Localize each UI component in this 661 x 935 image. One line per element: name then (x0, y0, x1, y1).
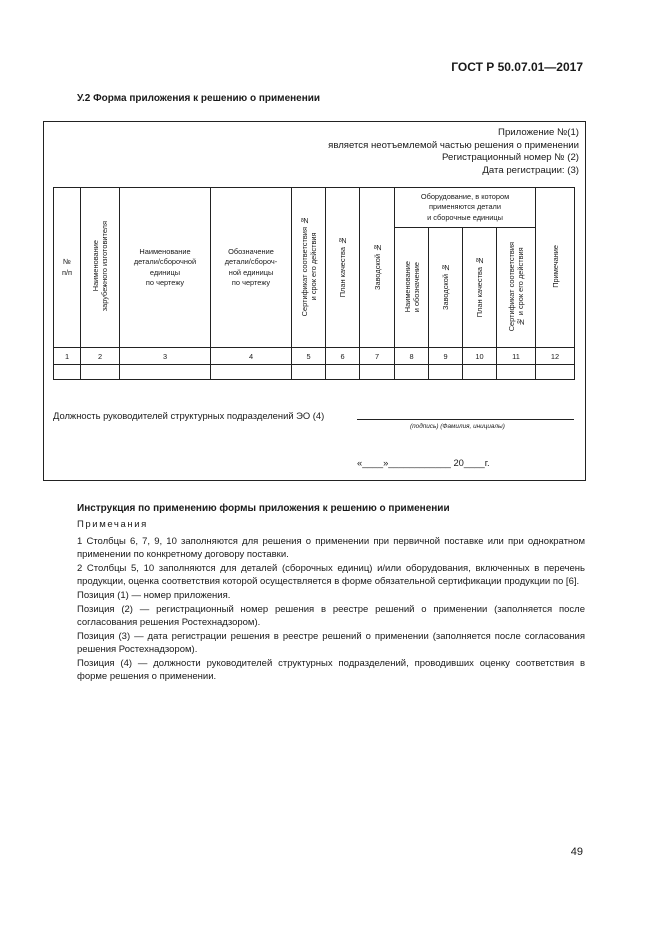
instructions-title: Инструкция по применению формы приложения к решению о применении (77, 503, 450, 514)
header-equipment-serial: Заводской № (429, 228, 463, 348)
registration-number: Регистрационный номер № (2) (442, 152, 579, 163)
header-note: Примечание (536, 188, 575, 348)
document-code: ГОСТ Р 50.07.01—2017 (451, 60, 583, 74)
appendix-form-table (53, 187, 575, 380)
header-equipment-name: Наименование и обозначение (395, 228, 429, 348)
column-number: 8 (395, 348, 429, 365)
position-3: Позиция (3) — дата регистрации решения в реестре решений о применении (заполняется после согласования решения Ростехнадзором). (77, 631, 585, 656)
column-number: 6 (326, 348, 360, 365)
appendix-number: Приложение №(1) (498, 127, 579, 138)
table-cell (536, 365, 575, 380)
table-cell (120, 365, 211, 380)
notes-heading: Примечания (77, 519, 148, 530)
header-equipment-quality-plan: План качества № (463, 228, 497, 348)
table-cell (497, 365, 536, 380)
header-certificate: Сертификат соответствия № и срок его действия (292, 188, 326, 348)
column-number: 1 (54, 348, 81, 365)
signature-date: «____»____________ 20____г. (357, 457, 490, 468)
appendix-block (328, 127, 579, 177)
appendix-integral-part: является неотъемлемой частью решения о применении (328, 139, 579, 151)
column-number: 2 (81, 348, 120, 365)
column-number: 4 (211, 348, 292, 365)
column-number: 11 (497, 348, 536, 365)
table-cell (211, 365, 292, 380)
table-cell (326, 365, 360, 380)
table-cell (81, 365, 120, 380)
table-cell (54, 365, 81, 380)
column-number: 3 (120, 348, 211, 365)
header-part-designation: Обозначение детали/сбороч- ной единицы по чертежу (211, 188, 292, 348)
column-number: 12 (536, 348, 575, 365)
column-number: 10 (463, 348, 497, 365)
column-number: 7 (360, 348, 395, 365)
table-cell (360, 365, 395, 380)
table-cell (429, 365, 463, 380)
signature-caption: (подпись) (Фамилия, инициалы) (410, 423, 505, 430)
header-equipment-group: Оборудование, в котором применяются детали и сборочные единицы (395, 188, 536, 228)
header-part-name: Наименование детали/сборочной единицы по чертежу (120, 188, 211, 348)
header-quality-plan: План качества № (326, 188, 360, 348)
column-number: 9 (429, 348, 463, 365)
header-serial-number: Заводской № (360, 188, 395, 348)
table-cell (292, 365, 326, 380)
position-1: Позиция (1) — номер приложения. (77, 590, 231, 601)
column-numbers-row (54, 348, 575, 365)
table-cell (463, 365, 497, 380)
table-cell (395, 365, 429, 380)
header-manufacturer: Наименование зарубежного изготовителя (81, 188, 120, 348)
position-4: Позиция (4) — должности руководителей структурных подразделений, проводивших оценку соответствия в форме решения о применении. (77, 658, 585, 683)
empty-data-row (54, 365, 575, 380)
section-title: У.2 Форма приложения к решению о применении (77, 93, 321, 104)
header-equipment-certificate: Сертификат соответствия № и срок его действия (497, 228, 536, 348)
note-1: 1 Столбцы 6, 7, 9, 10 заполняются для решения о применении при первичной поставке или при однократном применении по конкретному договору поставки. (77, 536, 585, 561)
registration-date: Дата регистрации: (3) (482, 164, 579, 176)
signature-line (357, 419, 574, 420)
column-number: 5 (292, 348, 326, 365)
note-2: 2 Столбцы 5, 10 заполняются для деталей (сборочных единиц) и/или оборудования, включенных в перечень продукции, оценка соответствия которой осуществляется в форме обязательной сертификации продукции по [6]. (77, 563, 585, 588)
page-number: 49 (570, 846, 583, 858)
position-2: Позиция (2) — регистрационный номер решения в реестре решений о применении (заполняется после согласования решения Ростехнадзором). (77, 604, 585, 629)
header-row-number: № п/п (54, 188, 81, 348)
signature-position-label: Должность руководителей структурных подразделений ЭО (4) (53, 410, 325, 421)
